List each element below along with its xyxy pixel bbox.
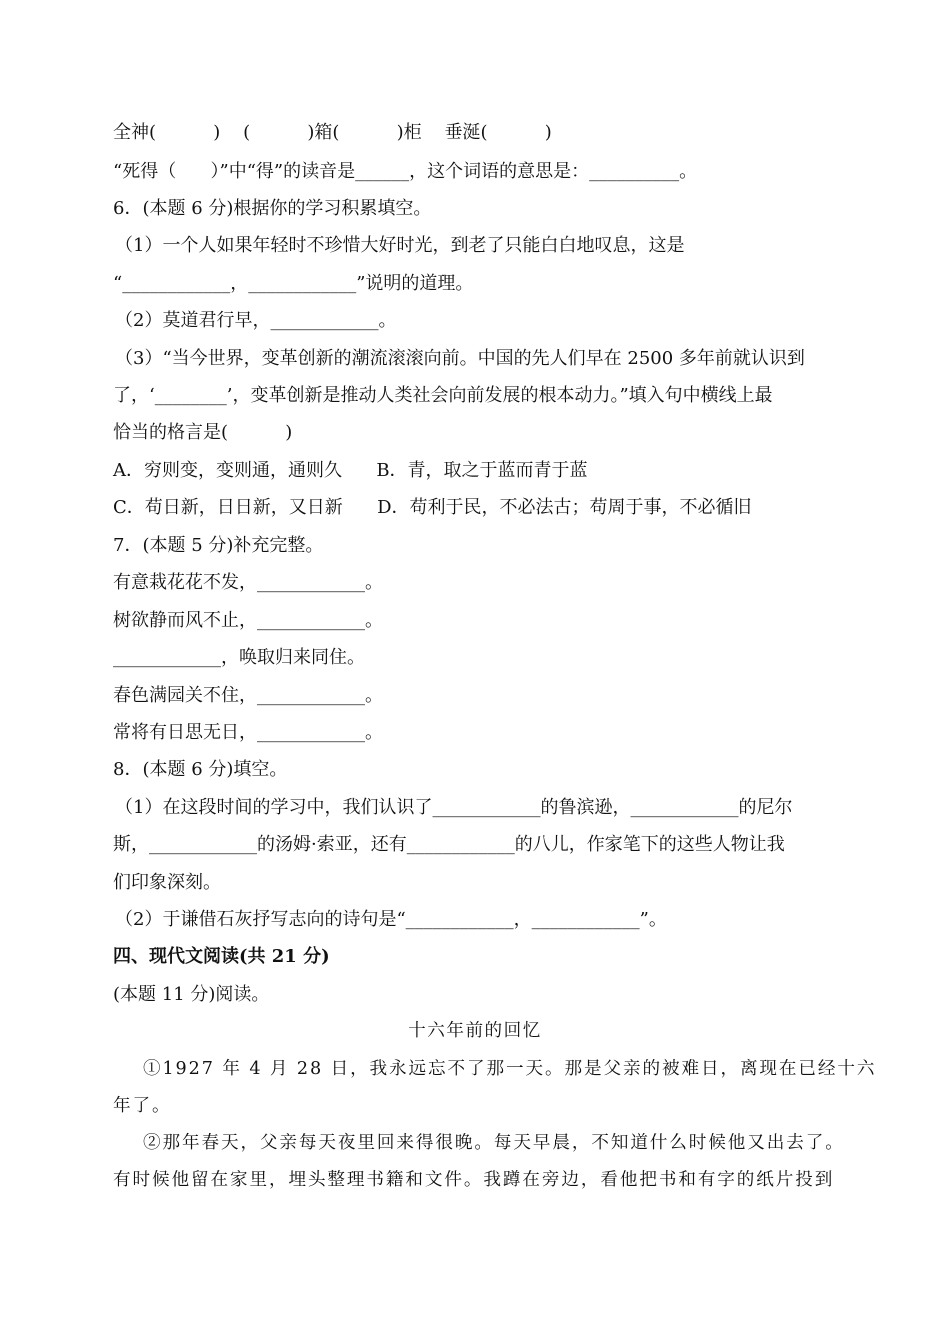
q8-item-1-cont2: 们印象深刻。 bbox=[113, 872, 221, 893]
q6-item-2: （2）莫道君行早，____________。 bbox=[115, 310, 397, 331]
q6-item-3-cont: 了，‘________’，变革创新是推动人类社会向前发展的根本动力。”填入句中横线上最 bbox=[113, 385, 773, 406]
q7-heading: 7．(本题 5 分)补充完整。 bbox=[113, 535, 324, 556]
article-body bbox=[113, 1057, 877, 1205]
reading-intro: (本题 11 分)阅读。 bbox=[113, 984, 270, 1005]
q6-item-3-cont2: 恰当的格言是( ) bbox=[113, 422, 293, 443]
q7-line-1: 有意栽花花不发，____________。 bbox=[113, 572, 383, 593]
article-row: ①1927 年 4 月 28 日，我永远忘不了那一天。那是父亲的被难日，离现在已经十六 bbox=[113, 1059, 877, 1079]
article-row: 有时候他留在家里，埋头整理书籍和文件。我蹲在旁边，看他把书和有字的纸片投到 bbox=[113, 1170, 835, 1190]
article-row: 年了。 bbox=[113, 1096, 172, 1116]
q8-heading: 8．(本题 6 分)填空。 bbox=[113, 759, 288, 780]
q6-item-1: （1）一个人如果年轻时不珍惜大好时光，到老了只能白白地叹息，这是 bbox=[115, 235, 685, 256]
section-4-heading: 四、现代文阅读(共 21 分) bbox=[113, 946, 330, 967]
article-row: ②那年春天，父亲每天夜里回来得很晚。每天早晨，不知道什么时候他又出去了。 bbox=[113, 1133, 845, 1153]
q8-item-1: （1）在这段时间的学习中，我们认识了____________的鲁滨逊，____________的尼尔 bbox=[115, 797, 793, 818]
q7-line-4: 春色满园关不住，____________。 bbox=[113, 685, 383, 706]
option-cd: C．苟日新，日日新，又日新 D．苟利于民，不必法古；苟周于事，不必循旧 bbox=[113, 497, 752, 518]
q8-item-2: （2）于谦借石灰抒写志向的诗句是“____________，____________”。 bbox=[115, 909, 667, 930]
article-title: 十六年前的回忆 bbox=[408, 1021, 542, 1041]
q6-heading: 6．(本题 6 分)根据你的学习积累填空。 bbox=[113, 198, 432, 219]
q7-line-2: 树欲静而风不止，____________。 bbox=[113, 610, 383, 631]
q7-line-3: ____________，唤取归来同住。 bbox=[113, 647, 365, 668]
q7-line-5: 常将有日思无日，____________。 bbox=[113, 722, 383, 743]
q8-item-1-cont: 斯，____________的汤姆·索亚，还有____________的八儿，作家笔下的这些人物让我 bbox=[113, 834, 785, 855]
q5-pronunciation-line: “死得（ ）”中“得”的读音是______，这个词语的意思是：__________。 bbox=[113, 161, 698, 182]
q6-item-1-cont: “____________，____________”说明的道理。 bbox=[113, 273, 474, 294]
q6-item-3: （3）“当今世界，变革创新的潮流滚滚向前。中国的先人们早在 2500 多年前就认识到 bbox=[115, 348, 805, 369]
q5-blank-line: 全神( ) ( )箱( )柜 垂涎( ) bbox=[113, 122, 552, 143]
option-ab: A．穷则变，变则通，通则久 B．青，取之于蓝而青于蓝 bbox=[113, 460, 588, 481]
